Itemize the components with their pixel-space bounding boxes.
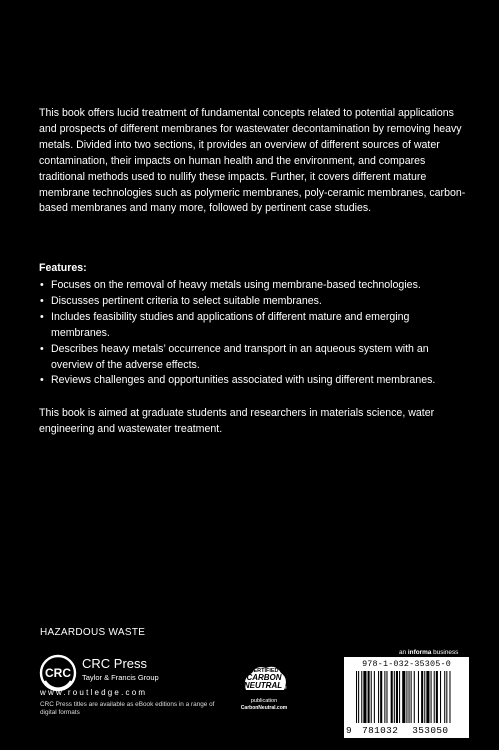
barcode-bars xyxy=(348,671,465,726)
barcode-bar xyxy=(446,671,447,723)
badge-registered-text: ® xyxy=(284,685,287,690)
bullet-icon: • xyxy=(40,294,44,307)
feature-text: Includes feasibility studies and applications of different mature and emerging membranes. xyxy=(51,310,410,339)
barcode-left-digits: 781032 xyxy=(362,725,399,736)
barcode-bar xyxy=(436,671,438,723)
barcode-bar xyxy=(431,671,432,723)
barcode-lead-digit: 9 xyxy=(346,725,353,736)
barcode-bar xyxy=(414,671,415,723)
barcode-bar xyxy=(421,671,423,723)
informa-suffix: business xyxy=(433,649,459,656)
barcode-bar xyxy=(356,671,357,723)
barcode-right-digits: 353050 xyxy=(412,725,449,736)
barcode-bar xyxy=(396,671,398,723)
publisher-group: Taylor & Francis Group xyxy=(82,673,159,682)
crc-press-logo-icon xyxy=(39,654,77,692)
features-list xyxy=(39,278,469,389)
barcode-bar xyxy=(418,671,419,723)
barcode-bar xyxy=(444,671,445,723)
feature-item xyxy=(39,278,469,294)
barcode-bar xyxy=(384,671,385,723)
bullet-icon: • xyxy=(40,279,44,291)
barcode-bar xyxy=(380,671,382,723)
subject-category: HAZARDOUS WASTE xyxy=(40,627,146,638)
badge-url-text: CarbonNeutral.com xyxy=(240,705,288,711)
bullet-icon: • xyxy=(40,374,44,387)
feature-text: Describes heavy metals’ occurrence and transport in an aqueous system with an overview of the adverse effects. xyxy=(51,342,429,371)
barcode-bar xyxy=(371,671,372,723)
barcode-bar xyxy=(402,671,405,723)
barcode-bar xyxy=(361,671,362,723)
informa-line xyxy=(399,649,458,656)
publisher-name: CRC Press xyxy=(82,656,148,671)
feature-text: Reviews challenges and opportunities associated with using different membranes. xyxy=(51,374,436,387)
barcode-bar xyxy=(449,671,450,723)
barcode-digits xyxy=(346,725,467,736)
barcode-bar xyxy=(391,671,393,723)
bullet-icon: • xyxy=(40,342,44,355)
feature-text: Focuses on the removal of heavy metals using membrane-based technologies. xyxy=(51,279,421,291)
barcode-bar xyxy=(363,671,366,723)
barcode-bar xyxy=(411,671,412,723)
barcode-bar xyxy=(409,671,410,723)
audience-paragraph: This book is aimed at graduate students and researchers in materials science, water engineering and wastewater treatment. xyxy=(39,407,435,435)
feature-item xyxy=(39,294,469,310)
feature-item xyxy=(39,310,469,342)
barcode-bar xyxy=(426,671,429,723)
barcode-bar xyxy=(358,671,359,723)
bullet-icon: • xyxy=(40,310,44,323)
barcode-bar xyxy=(394,671,395,723)
carbon-neutral-badge-icon xyxy=(236,662,292,712)
badge-publication-text: publication xyxy=(250,698,278,704)
barcode-bar xyxy=(378,671,379,723)
barcode-bar xyxy=(406,671,407,723)
badge-neutral-text: NEUTRAL xyxy=(243,681,283,690)
publisher-website: www.routledge.com xyxy=(40,688,148,697)
ebook-note: CRC Press titles are available as eBook editions in a range of digital formats xyxy=(40,701,215,716)
barcode-bar xyxy=(434,671,435,723)
barcode-bar xyxy=(374,671,375,723)
barcode-bar xyxy=(424,671,425,723)
badge-carbon-text: CARBON xyxy=(246,673,282,682)
features-heading: Features: xyxy=(39,262,87,274)
isbn-barcode xyxy=(344,657,469,738)
feature-item xyxy=(39,342,469,374)
barcode-bar xyxy=(399,671,400,723)
barcode-bar xyxy=(386,671,387,723)
barcode-bar xyxy=(440,671,441,723)
description-paragraph: This book offers lucid treatment of fundamental concepts related to potential applications and prospects of different membranes for wastewater decontamination by removing heavy metals. Divided into two sections, it provides an overview of different sources of water contamination, their impacts on human health and the environment, and compares traditional methods used to nullify these impacts. Further, it covers different mature membrane technologies such as polymeric membranes, poly-ceramic membranes, carbon-based membranes and many more, followed by pertinent case studies. xyxy=(39,107,466,215)
feature-item xyxy=(39,373,469,389)
crc-logo-text: CRC xyxy=(45,666,71,680)
feature-text: Discusses pertinent criteria to select suitable membranes. xyxy=(51,294,322,307)
badge-certified-text: CERTIFIED xyxy=(249,668,279,674)
isbn-number: 978-1-032-35305-0 xyxy=(362,659,451,669)
barcode-bar xyxy=(368,671,370,723)
informa-brand: informa xyxy=(407,649,432,656)
informa-prefix: an xyxy=(399,649,407,656)
